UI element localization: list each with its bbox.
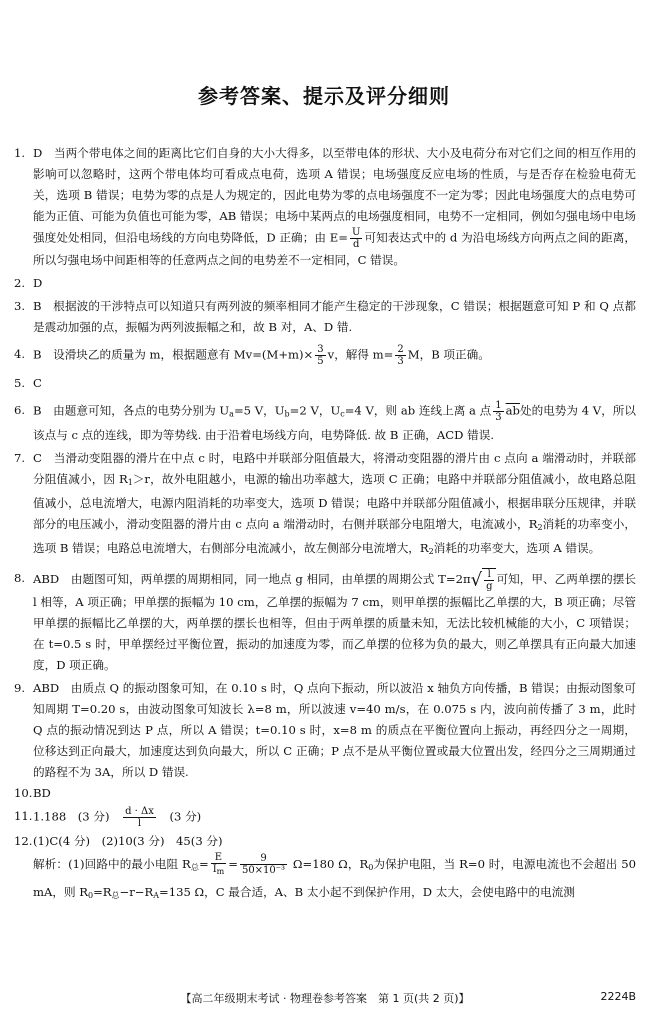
fraction-e-over-im: $\frac{E}{I_m}$: [212, 852, 225, 876]
footer-page-info: 【高二年级期末考试 · 物理卷参考答案 第 1 页(共 2 页)】: [180, 992, 470, 1005]
item-number: 11.: [14, 808, 33, 823]
page-title: 参考答案、提示及评分细则: [198, 84, 450, 108]
fraction-3-5: $\frac{3}{5}$: [317, 344, 324, 367]
item-number: 7.: [14, 450, 26, 465]
item-number: 6.: [14, 403, 26, 417]
answer-item-11: 11. 1.188 (3 分) $\frac{d \cdot \Delta x}{l}$ (3 分): [14, 805, 202, 829]
item-number: 10.: [14, 785, 33, 800]
answer-list: [14, 143, 636, 908]
answer-item-1: 1. D 当两个带电体之间的距离比它们自身的大小大得多，以至带电体的形状、大小及电荷分布对它们之间的相互作用的影响可以忽略时，这两个带电体均可看成点电荷，选项 A 错误；电场强度反应电场的性质，与是否存在检验电荷无关，选项 B 错误；电势为零的点是人为规定的，因此电势为零的点电场强度不一定为零；因此电场强度大的点电势可能为正值、可能为负值也可能为零，AB 错误；电场中某两点的电场强度相同，电势不一定相同，例如匀强电场中电场强度处处相同，但沿电场线的方向电势降低，D 正确；由 E= $\frac{U}{d}$ 可知表达式中的 d 为沿电场线方向两点之间的距离，所以匀强电场中间距相等的任意两点之间的电势差不一定相同，C 错误。: [14, 143, 636, 271]
item-number: 3.: [14, 299, 26, 313]
answer-item-4: 4. B 设滑块乙的质量为 m，根据题意有 Mv=(M+m)× $\frac{3}{5}$ v，解得 m= $\frac{2}{3}$ M，B 项正确。: [14, 344, 490, 367]
fraction-9-over-50e-3: $\frac{9}{\text{50×10⁻³}}$: [241, 853, 286, 876]
item-number: 12.: [14, 833, 33, 848]
fraction-2-3: $\frac{2}{3}$: [397, 344, 404, 367]
sqrt-l-over-g: √ $\frac{l}{g}$: [471, 568, 497, 592]
answer-item-5: 5. C: [14, 373, 636, 394]
answer-item-2: 2. D: [14, 273, 636, 294]
item-number: 2.: [14, 276, 26, 290]
answer-item-3: 3. B 根据波的干涉特点可以知道只有两列波的频率相同才能产生稳定的干涉现象，C 错误；根据题意可知 P 和 Q 点都是震动加强的点，振幅为两列波振幅之和，故 B 对，A、D 错.: [14, 296, 636, 338]
answer-item-8: 8. ABD 由题图可知，两单摆的周期相同，同一地点 g 相同，由单摆的周期公式 T=2π√ $\frac{l}{g}$ 可知，甲、乙两单摆的摆长 l 相等，A 项正确；甲单摆的振幅为 10 cm，乙单摆的振幅为 7 cm，则甲单摆的振幅比乙单摆的大，B 项正确；尽管甲单摆的振幅比乙单摆的大，两单摆的摆长也相等，但由于两单摆的质量未知，无法比较机械能的大小，C 项错误；在 t=0.5 s 时，甲单摆经过平衡位置，振动的加速度为零，而乙单摆的位移为负的最大，则乙单摆具有正向最大加速度，D 项正确。: [14, 568, 636, 672]
fraction-1-3: $\frac{1}{3}$: [495, 400, 502, 423]
answer-item-10: 10. BD: [14, 783, 636, 804]
item-number: 9.: [14, 680, 26, 695]
segment-ab: $\overline{ab}$: [505, 403, 520, 418]
item-number: 4.: [14, 347, 26, 361]
fraction-u-over-d: $\frac{U}{d}$: [351, 227, 361, 250]
answer-item-7: 7. C 当滑动变阻器的滑片在中点 c 时，电路中并联部分阻值最大，将滑动变阻器的滑片由 c 点向 a 端滑动时，并联部分阻值减小，因 $R_1>r$，故外电阻越小，电源的输出功率越大，选项 C 正确；电路中并联部分阻值减小，故电路总阻值减小，总电流增大，电源内阻消耗的功率变大，选项 D 错误；电路中并联部分阻值减小，根据串联分压规律，并联部分的电压减小，滑动变阻器的滑片由 c 点向 a 端滑动时，右侧并联部分电阻增大，电流减小，$R_2$消耗的功率变小，选项 B 错误；电路总电流增大，右侧部分电流减小，故左侧部分电流增大，$R_2$消耗的功率变大，选项 A 错误。: [14, 448, 636, 562]
footer-code: 2224B: [600, 990, 636, 1003]
answer-item-12: 12. (1)C(4 分) (2)10(3 分) 45(3 分): [14, 831, 636, 852]
item-number: 8.: [14, 570, 26, 585]
answer-item-9: 9. ABD 由质点 Q 的振动图象可知，在 0.10 s 时，Q 点向下振动，所以波沿 x 轴负方向传播，B 错误；由振动图象可知周期 T=0.20 s，由波动图象可知波长 λ=8 m，所以波速 v=40 m/s，在 0.075 s 内，波向前传播了 3 m，此时 Q 点的振动情况到达 P 点，所以 A 错误；t=0.10 s 时，x=8 m 的质点在平衡位置向上振动，再经四分之一周期，位移达到正向最大，加速度达到负向最大，所以 C 正确；P 点不是从平衡位置或最大位置出发，经四分之三周期通过的路程不为 3A，所以 D 错误.: [14, 678, 636, 783]
item-number: 5.: [14, 376, 26, 390]
answer-item-6: 6. B 由题意可知，各点的电势分别为 $U_a=5$ V，$U_b=2$ V，$U_c=4$ V，则 ab 连线上离 a 点 $\frac{1}{3}$ $\overline{ab}$处的电势为 4 V，所以该点与 c 点的连线，即为等势线. 由于沿着电场线方向，电势降低. 故 B 正确，ACD 错误.: [14, 400, 637, 442]
item-number: 1.: [14, 146, 26, 160]
analysis-paragraph: 解析：(1)回路中的最小电阻 $R_总=$ $\frac{E}{I_m}$ = $\frac{9}{\text{50×10⁻³}}$ Ω=180 Ω，$R_0$为保护电阻，当 R=0 时，电源电流也不会超出 50 mA，则 $R_0=R_总-r-R_A=135$ Ω，C 最合适，A、B 太小起不到保护作用，D 太大，会使电路中的电流测: [33, 852, 636, 900]
fraction-d-dx-over-l: $\frac{d \cdot \Delta x}{l}$: [125, 805, 154, 829]
